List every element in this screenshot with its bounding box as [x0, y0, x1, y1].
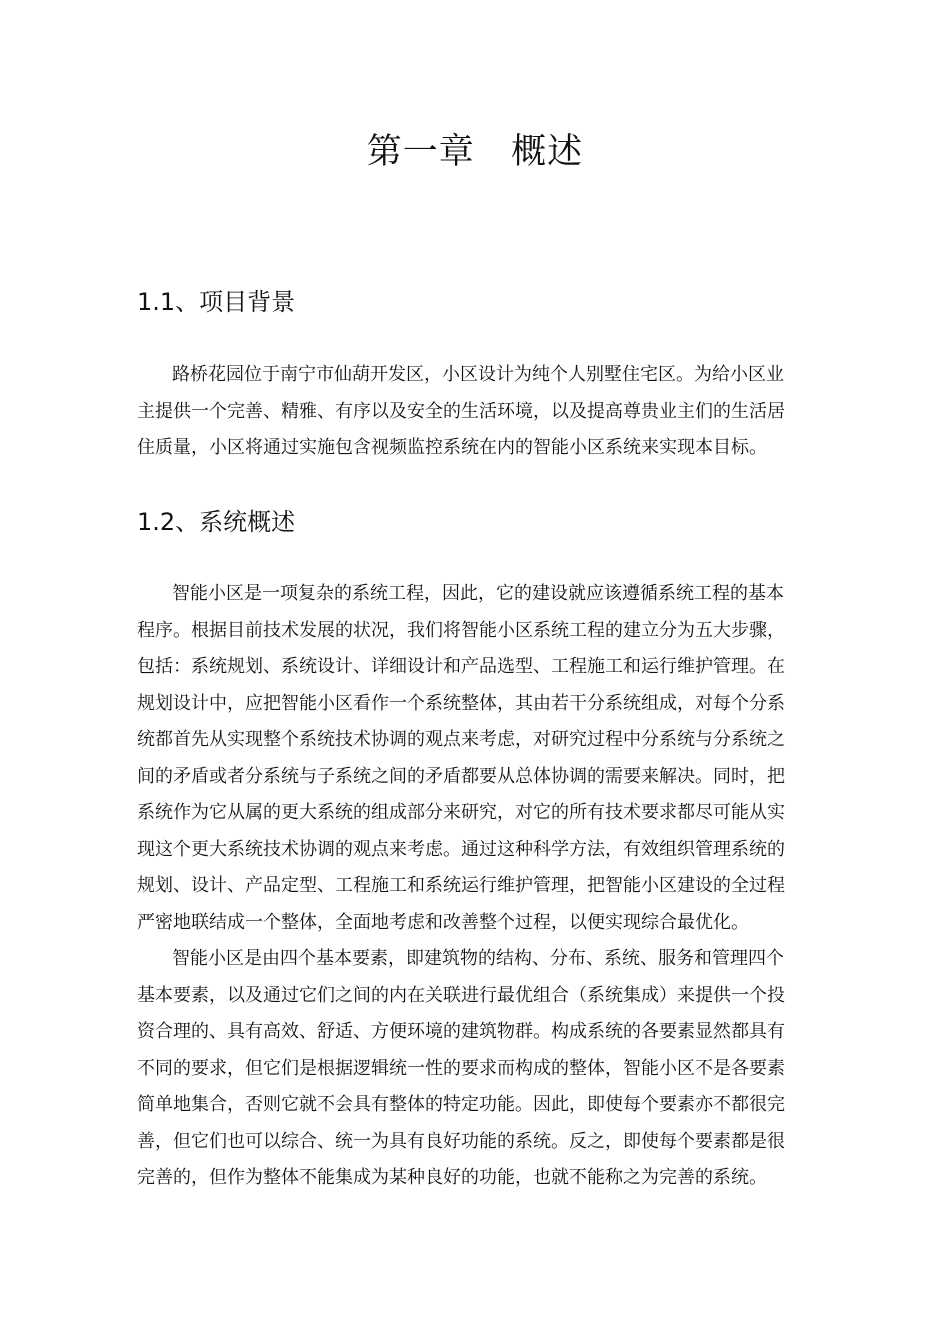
paragraph-line: 严密地联结成一个整体，全面地考虑和改善整个过程，以便实现综合最优化。 — [137, 911, 749, 933]
paragraph-line: 主提供一个完善、精雅、有序以及安全的生活环境，以及提高尊贵业主们的生活居 — [137, 400, 785, 422]
paragraph-line: 规划、设计、产品定型、工程施工和系统运行维护管理，把智能小区建设的全过程 — [137, 875, 785, 896]
paragraph-line: 程序。根据目前技术发展的状况，我们将智能小区系统工程的建立分为五大步骤， — [137, 619, 785, 641]
chapter-title: 第一章 概述 — [366, 132, 584, 172]
paragraph-line: 完善的，但作为整体不能集成为某种良好的功能，也就不能称之为完善的系统。 — [137, 1167, 767, 1188]
paragraph-line: 善，但它们也可以综合、统一为具有良好功能的系统。反之，即使每个要素都是很 — [137, 1130, 785, 1152]
paragraph-overview-1 — [137, 576, 831, 941]
paragraph-background — [137, 357, 831, 467]
paragraph-line: 统都首先从实现整个系统技术协调的观点来考虑，对研究过程中分系统与分系统之 — [137, 729, 785, 750]
paragraph-line: 简单地集合，否则它就不会具有整体的特定功能。因此，即使每个要素亦不都很完 — [137, 1094, 785, 1115]
paragraph-line: 不同的要求，但它们是根据逻辑统一性的要求而构成的整体，智能小区不是各要素 — [137, 1057, 785, 1079]
section-heading-background: 1.1、项目背景 — [137, 288, 296, 316]
paragraph-line: 间的矛盾或者分系统与子系统之间的矛盾都要从总体协调的需要来解决。同时，把 — [137, 765, 785, 787]
paragraph-line: 规划设计中，应把智能小区看作一个系统整体，其由若干分系统组成，对每个分系 — [137, 692, 785, 714]
paragraph-line: 资合理的、具有高效、舒适、方便环境的建筑物群。构成系统的各要素显然都具有 — [137, 1021, 785, 1042]
paragraph-line: 包括：系统规划、系统设计、详细设计和产品选型、工程施工和运行维护管理。在 — [137, 656, 785, 677]
paragraph-line: 住质量，小区将通过实施包含视频监控系统在内的智能小区系统来实现本目标。 — [137, 437, 767, 458]
paragraph-line: 路桥花园位于南宁市仙葫开发区，小区设计为纯个人别墅住宅区。为给小区业 — [172, 364, 784, 385]
paragraph-line: 基本要素，以及通过它们之间的内在关联进行最优组合（系统集成）来提供一个投 — [137, 984, 785, 1006]
paragraph-line: 系统作为它从属的更大系统的组成部分来研究，对它的所有技术要求都尽可能从实 — [137, 802, 785, 823]
section-heading-overview: 1.2、系统概述 — [137, 508, 296, 536]
paragraph-line: 现这个更大系统技术协调的观点来考虑。通过这种科学方法，有效组织管理系统的 — [137, 838, 785, 860]
paragraph-line: 智能小区是一项复杂的系统工程，因此，它的建设就应该遵循系统工程的基本 — [172, 583, 784, 604]
paragraph-line: 智能小区是由四个基本要素，即建筑物的结构、分布、系统、服务和管理四个 — [172, 948, 784, 969]
paragraph-overview-2 — [137, 941, 831, 1197]
